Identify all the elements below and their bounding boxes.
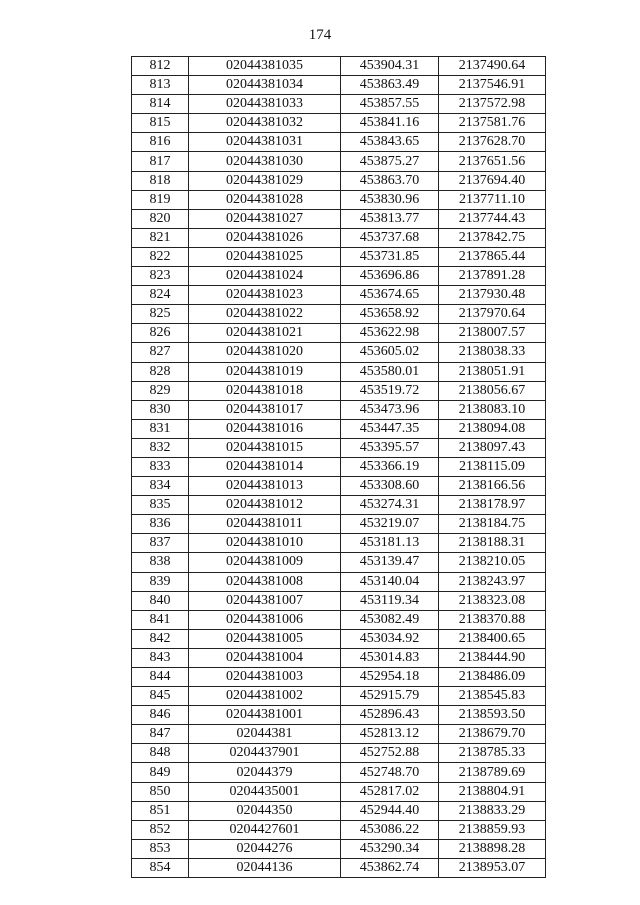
x-coordinate-cell: 452813.12: [341, 725, 439, 744]
x-coordinate-cell: 453875.27: [341, 152, 439, 171]
y-coordinate-cell: 2138051.91: [439, 362, 546, 381]
point-code-cell: 02044381026: [189, 228, 341, 247]
point-code-cell: 02044381028: [189, 190, 341, 209]
x-coordinate-cell: 453308.60: [341, 477, 439, 496]
y-coordinate-cell: 2138444.90: [439, 648, 546, 667]
y-coordinate-cell: 2138056.67: [439, 381, 546, 400]
y-coordinate-cell: 2138115.09: [439, 457, 546, 476]
point-code-cell: 02044381030: [189, 152, 341, 171]
point-code-cell: 0204435001: [189, 782, 341, 801]
x-coordinate-cell: 453395.57: [341, 438, 439, 457]
point-number-cell: 851: [132, 801, 189, 820]
point-number-cell: 826: [132, 324, 189, 343]
table-row: [132, 591, 546, 610]
x-coordinate-cell: 453622.98: [341, 324, 439, 343]
table-row: [132, 782, 546, 801]
point-code-cell: 02044381: [189, 725, 341, 744]
table-row: [132, 763, 546, 782]
x-coordinate-cell: 453863.49: [341, 76, 439, 95]
x-coordinate-cell: 453731.85: [341, 247, 439, 266]
point-code-cell: 02044381009: [189, 553, 341, 572]
x-coordinate-cell: 453086.22: [341, 820, 439, 839]
point-number-cell: 815: [132, 114, 189, 133]
x-coordinate-cell: 453843.65: [341, 133, 439, 152]
x-coordinate-cell: 452944.40: [341, 801, 439, 820]
y-coordinate-cell: 2137694.40: [439, 171, 546, 190]
point-number-cell: 846: [132, 706, 189, 725]
y-coordinate-cell: 2138188.31: [439, 534, 546, 553]
table-row: [132, 801, 546, 820]
x-coordinate-cell: 452954.18: [341, 668, 439, 687]
point-code-cell: 02044381016: [189, 419, 341, 438]
table-row: [132, 400, 546, 419]
point-number-cell: 817: [132, 152, 189, 171]
point-number-cell: 825: [132, 305, 189, 324]
table-row: [132, 209, 546, 228]
point-code-cell: 02044379: [189, 763, 341, 782]
point-code-cell: 02044381027: [189, 209, 341, 228]
point-code-cell: 0204427601: [189, 820, 341, 839]
point-code-cell: 02044350: [189, 801, 341, 820]
table-row: [132, 190, 546, 209]
x-coordinate-cell: 453813.77: [341, 209, 439, 228]
table-row: [132, 820, 546, 839]
table-row: [132, 114, 546, 133]
point-number-cell: 853: [132, 839, 189, 858]
x-coordinate-cell: 452752.88: [341, 744, 439, 763]
point-number-cell: 848: [132, 744, 189, 763]
y-coordinate-cell: 2138178.97: [439, 496, 546, 515]
y-coordinate-cell: 2138859.93: [439, 820, 546, 839]
point-code-cell: 02044276: [189, 839, 341, 858]
point-number-cell: 850: [132, 782, 189, 801]
point-number-cell: 824: [132, 286, 189, 305]
x-coordinate-cell: 453841.16: [341, 114, 439, 133]
point-number-cell: 843: [132, 648, 189, 667]
y-coordinate-cell: 2138833.29: [439, 801, 546, 820]
point-code-cell: 02044381015: [189, 438, 341, 457]
point-number-cell: 818: [132, 171, 189, 190]
x-coordinate-cell: 453605.02: [341, 343, 439, 362]
y-coordinate-cell: 2137865.44: [439, 247, 546, 266]
x-coordinate-cell: 453140.04: [341, 572, 439, 591]
point-code-cell: 02044381020: [189, 343, 341, 362]
table-row: [132, 267, 546, 286]
point-number-cell: 832: [132, 438, 189, 457]
y-coordinate-cell: 2138679.70: [439, 725, 546, 744]
x-coordinate-cell: 453139.47: [341, 553, 439, 572]
point-number-cell: 847: [132, 725, 189, 744]
x-coordinate-cell: 453119.34: [341, 591, 439, 610]
table-row: [132, 228, 546, 247]
x-coordinate-cell: 453014.83: [341, 648, 439, 667]
y-coordinate-cell: 2138898.28: [439, 839, 546, 858]
y-coordinate-cell: 2138210.05: [439, 553, 546, 572]
y-coordinate-cell: 2138166.56: [439, 477, 546, 496]
x-coordinate-cell: 453219.07: [341, 515, 439, 534]
point-code-cell: 02044381003: [189, 668, 341, 687]
y-coordinate-cell: 2138804.91: [439, 782, 546, 801]
table-row: [132, 553, 546, 572]
table-row: [132, 362, 546, 381]
y-coordinate-cell: 2138545.83: [439, 687, 546, 706]
table-row: [132, 668, 546, 687]
y-coordinate-cell: 2138083.10: [439, 400, 546, 419]
table-row: [132, 477, 546, 496]
y-coordinate-cell: 2138789.69: [439, 763, 546, 782]
y-coordinate-cell: 2137628.70: [439, 133, 546, 152]
point-code-cell: 02044136: [189, 858, 341, 877]
point-number-cell: 842: [132, 629, 189, 648]
table-row: [132, 629, 546, 648]
table-row: [132, 95, 546, 114]
table-row: [132, 706, 546, 725]
point-code-cell: 02044381004: [189, 648, 341, 667]
x-coordinate-cell: 452896.43: [341, 706, 439, 725]
point-number-cell: 840: [132, 591, 189, 610]
point-number-cell: 836: [132, 515, 189, 534]
table-row: [132, 324, 546, 343]
point-code-cell: 02044381011: [189, 515, 341, 534]
x-coordinate-cell: 453904.31: [341, 57, 439, 76]
table-row: [132, 419, 546, 438]
table-row: [132, 744, 546, 763]
point-number-cell: 813: [132, 76, 189, 95]
point-number-cell: 845: [132, 687, 189, 706]
y-coordinate-cell: 2137651.56: [439, 152, 546, 171]
x-coordinate-cell: 453580.01: [341, 362, 439, 381]
x-coordinate-cell: 453863.70: [341, 171, 439, 190]
x-coordinate-cell: 453737.68: [341, 228, 439, 247]
point-number-cell: 820: [132, 209, 189, 228]
point-number-cell: 816: [132, 133, 189, 152]
point-number-cell: 838: [132, 553, 189, 572]
point-number-cell: 834: [132, 477, 189, 496]
coordinates-table-body: [132, 57, 546, 878]
point-number-cell: 849: [132, 763, 189, 782]
point-code-cell: 02044381034: [189, 76, 341, 95]
y-coordinate-cell: 2138007.57: [439, 324, 546, 343]
table-row: [132, 247, 546, 266]
point-code-cell: 02044381031: [189, 133, 341, 152]
y-coordinate-cell: 2137891.28: [439, 267, 546, 286]
table-row: [132, 171, 546, 190]
table-row: [132, 839, 546, 858]
x-coordinate-cell: 453696.86: [341, 267, 439, 286]
x-coordinate-cell: 453274.31: [341, 496, 439, 515]
y-coordinate-cell: 2137490.64: [439, 57, 546, 76]
point-code-cell: 02044381024: [189, 267, 341, 286]
table-row: [132, 572, 546, 591]
y-coordinate-cell: 2137711.10: [439, 190, 546, 209]
x-coordinate-cell: 453366.19: [341, 457, 439, 476]
point-code-cell: 02044381010: [189, 534, 341, 553]
point-code-cell: 02044381022: [189, 305, 341, 324]
point-code-cell: 02044381035: [189, 57, 341, 76]
point-number-cell: 854: [132, 858, 189, 877]
point-code-cell: 02044381032: [189, 114, 341, 133]
point-number-cell: 839: [132, 572, 189, 591]
point-number-cell: 822: [132, 247, 189, 266]
table-row: [132, 76, 546, 95]
table-row: [132, 343, 546, 362]
table-row: [132, 515, 546, 534]
point-number-cell: 833: [132, 457, 189, 476]
y-coordinate-cell: 2137546.91: [439, 76, 546, 95]
x-coordinate-cell: 453290.34: [341, 839, 439, 858]
y-coordinate-cell: 2138094.08: [439, 419, 546, 438]
point-code-cell: 02044381005: [189, 629, 341, 648]
point-code-cell: 0204437901: [189, 744, 341, 763]
x-coordinate-cell: 453082.49: [341, 610, 439, 629]
point-number-cell: 829: [132, 381, 189, 400]
y-coordinate-cell: 2138486.09: [439, 668, 546, 687]
table-row: [132, 286, 546, 305]
y-coordinate-cell: 2138243.97: [439, 572, 546, 591]
point-number-cell: 831: [132, 419, 189, 438]
x-coordinate-cell: 452748.70: [341, 763, 439, 782]
table-row: [132, 725, 546, 744]
table-row: [132, 438, 546, 457]
point-number-cell: 828: [132, 362, 189, 381]
y-coordinate-cell: 2138097.43: [439, 438, 546, 457]
point-code-cell: 02044381013: [189, 477, 341, 496]
y-coordinate-cell: 2137581.76: [439, 114, 546, 133]
x-coordinate-cell: 453034.92: [341, 629, 439, 648]
point-code-cell: 02044381012: [189, 496, 341, 515]
y-coordinate-cell: 2138370.88: [439, 610, 546, 629]
point-code-cell: 02044381033: [189, 95, 341, 114]
x-coordinate-cell: 453447.35: [341, 419, 439, 438]
page-number: 174: [308, 27, 332, 43]
point-code-cell: 02044381007: [189, 591, 341, 610]
point-code-cell: 02044381019: [189, 362, 341, 381]
y-coordinate-cell: 2138953.07: [439, 858, 546, 877]
x-coordinate-cell: 453674.65: [341, 286, 439, 305]
point-number-cell: 835: [132, 496, 189, 515]
point-code-cell: 02044381014: [189, 457, 341, 476]
table-row: [132, 858, 546, 877]
y-coordinate-cell: 2138038.33: [439, 343, 546, 362]
y-coordinate-cell: 2137572.98: [439, 95, 546, 114]
y-coordinate-cell: 2137842.75: [439, 228, 546, 247]
x-coordinate-cell: 452915.79: [341, 687, 439, 706]
point-number-cell: 819: [132, 190, 189, 209]
table-row: [132, 687, 546, 706]
point-number-cell: 823: [132, 267, 189, 286]
y-coordinate-cell: 2137930.48: [439, 286, 546, 305]
y-coordinate-cell: 2138785.33: [439, 744, 546, 763]
table-row: [132, 381, 546, 400]
point-number-cell: 827: [132, 343, 189, 362]
point-number-cell: 821: [132, 228, 189, 247]
table-row: [132, 648, 546, 667]
coordinates-table: [131, 56, 546, 878]
point-code-cell: 02044381025: [189, 247, 341, 266]
point-number-cell: 841: [132, 610, 189, 629]
point-code-cell: 02044381017: [189, 400, 341, 419]
point-code-cell: 02044381002: [189, 687, 341, 706]
y-coordinate-cell: 2137744.43: [439, 209, 546, 228]
point-code-cell: 02044381001: [189, 706, 341, 725]
point-number-cell: 837: [132, 534, 189, 553]
point-number-cell: 812: [132, 57, 189, 76]
point-code-cell: 02044381018: [189, 381, 341, 400]
x-coordinate-cell: 453519.72: [341, 381, 439, 400]
x-coordinate-cell: 452817.02: [341, 782, 439, 801]
y-coordinate-cell: 2137970.64: [439, 305, 546, 324]
x-coordinate-cell: 453862.74: [341, 858, 439, 877]
table-row: [132, 305, 546, 324]
point-code-cell: 02044381008: [189, 572, 341, 591]
point-number-cell: 814: [132, 95, 189, 114]
y-coordinate-cell: 2138323.08: [439, 591, 546, 610]
table-row: [132, 610, 546, 629]
point-number-cell: 830: [132, 400, 189, 419]
point-code-cell: 02044381006: [189, 610, 341, 629]
table-row: [132, 57, 546, 76]
table-row: [132, 457, 546, 476]
point-code-cell: 02044381023: [189, 286, 341, 305]
point-number-cell: 844: [132, 668, 189, 687]
table-row: [132, 152, 546, 171]
x-coordinate-cell: 453830.96: [341, 190, 439, 209]
y-coordinate-cell: 2138184.75: [439, 515, 546, 534]
x-coordinate-cell: 453181.13: [341, 534, 439, 553]
table-row: [132, 133, 546, 152]
x-coordinate-cell: 453658.92: [341, 305, 439, 324]
y-coordinate-cell: 2138593.50: [439, 706, 546, 725]
point-code-cell: 02044381029: [189, 171, 341, 190]
table-row: [132, 534, 546, 553]
table-row: [132, 496, 546, 515]
point-number-cell: 852: [132, 820, 189, 839]
point-code-cell: 02044381021: [189, 324, 341, 343]
y-coordinate-cell: 2138400.65: [439, 629, 546, 648]
x-coordinate-cell: 453857.55: [341, 95, 439, 114]
x-coordinate-cell: 453473.96: [341, 400, 439, 419]
